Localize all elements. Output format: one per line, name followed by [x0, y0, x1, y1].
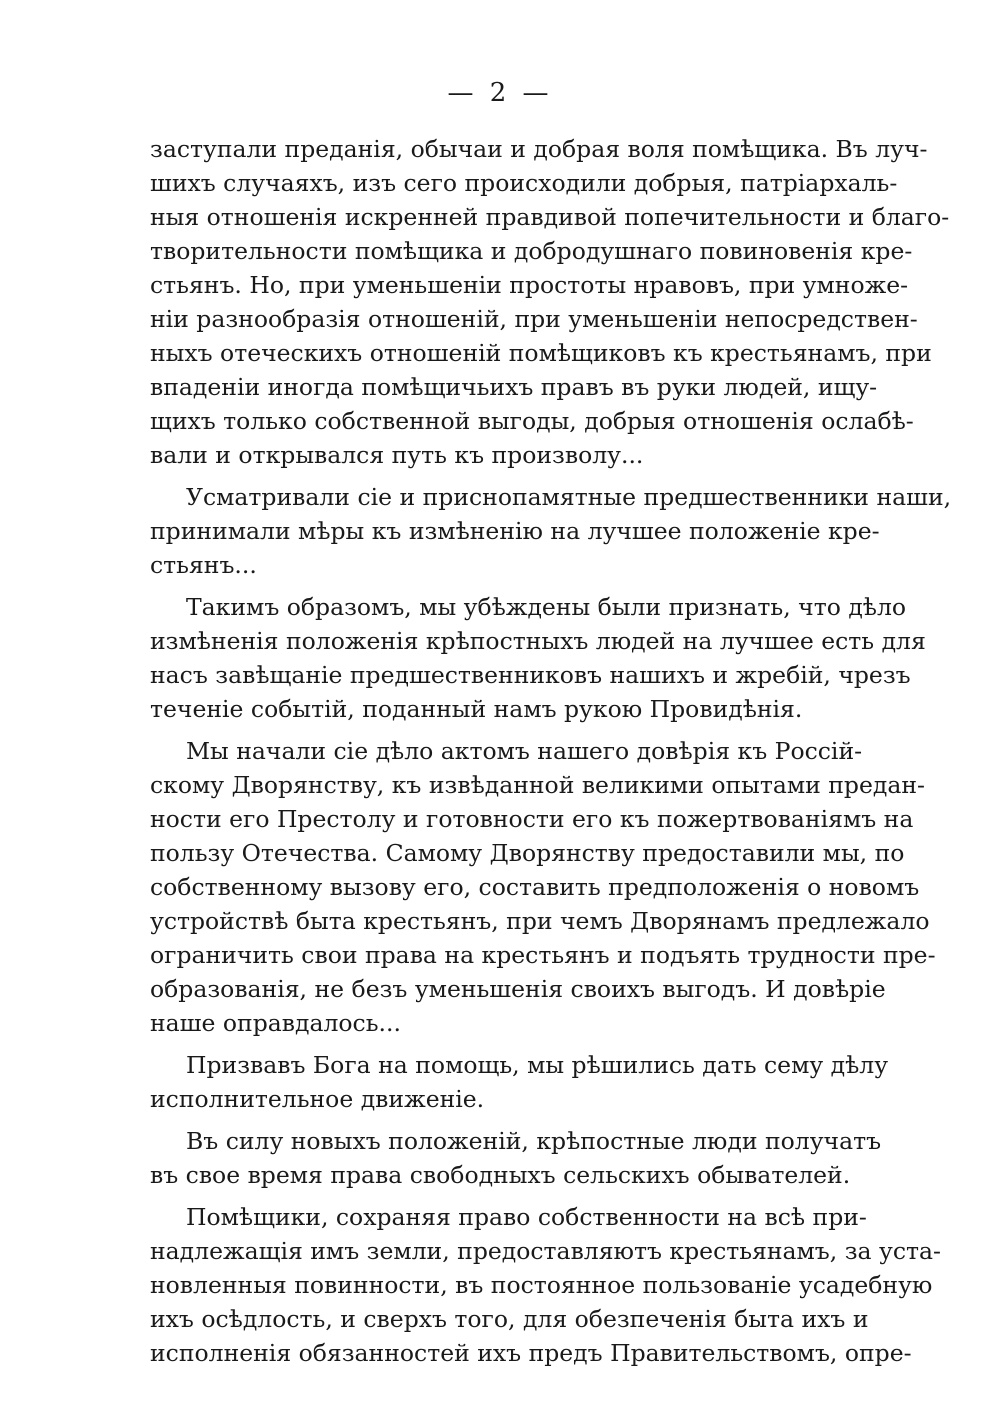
text-line: въ свое время права свободныхъ сельскихъ обывателей. — [150, 1161, 851, 1189]
text-line: надлежащія имъ земли, предоставляютъ крестьянамъ, за уста- — [150, 1237, 941, 1265]
text-line: впаденіи иногда помѣщичьихъ правъ въ руки людей, ищу- — [150, 373, 878, 401]
body-text — [150, 132, 952, 1378]
text-line: Такимъ образомъ, мы убѣждены были признать, что дѣло — [186, 593, 907, 621]
text-line: исполненія обязанностей ихъ предъ Правительствомъ, опре- — [150, 1339, 912, 1367]
page-number: — 2 — — [447, 78, 553, 108]
paragraph-2 — [150, 480, 952, 582]
text-line: Мы начали сіе дѣло актомъ нашего довѣрія къ Россій- — [186, 737, 863, 765]
text-line: пользу Отечества. Самому Дворянству предоставили мы, по — [150, 839, 905, 867]
paragraph-5 — [150, 1048, 889, 1116]
text-line: стьянъ... — [150, 551, 257, 579]
text-line: Усматривали сіе и приснопамятные предшественники наши, — [186, 483, 952, 511]
text-line: исполнительное движеніе. — [150, 1085, 485, 1113]
text-line: Помѣщики, сохраняя право собственности на всѣ при- — [186, 1203, 867, 1231]
paragraph-1 — [150, 132, 950, 472]
text-line: шихъ случаяхъ, изъ сего происходили добрыя, патріархаль- — [150, 169, 898, 197]
text-line: собственному вызову его, составить предположенія о новомъ — [150, 873, 920, 901]
paragraph-7 — [150, 1200, 941, 1370]
text-line: ніи разнообразія отношеній, при уменьшеніи непосредствен- — [150, 305, 918, 333]
text-line: Въ силу новыхъ положеній, крѣпостные люди получатъ — [186, 1127, 882, 1155]
text-line: ныхъ отеческихъ отношеній помѣщиковъ къ крестьянамъ, при — [150, 339, 932, 367]
text-line: скому Дворянству, къ извѣданной великими опытами предан- — [150, 771, 925, 799]
text-line: заступали преданія, обычаи и добрая воля помѣщика. Въ луч- — [150, 135, 928, 163]
text-line: щихъ только собственной выгоды, добрыя отношенія ослабѣ- — [150, 407, 914, 435]
text-line: ности его Престолу и готовности его къ пожертвованіямъ на — [150, 805, 914, 833]
text-line: ихъ осѣдлость, и сверхъ того, для обезпеченія быта ихъ и — [150, 1305, 869, 1333]
text-line: Призвавъ Бога на помощь, мы рѣшились дать сему дѣлу — [186, 1051, 889, 1079]
text-line: насъ завѣщаніе предшественниковъ нашихъ и жребій, чрезъ — [150, 661, 911, 689]
text-line: вали и открывался путь къ произволу... — [150, 441, 644, 469]
text-line: стьянъ. Но, при уменьшеніи простоты нравовъ, при умноже- — [150, 271, 909, 299]
text-line: ныя отношенія искренней правдивой попечительности и благо- — [150, 203, 950, 231]
text-line: устройствѣ быта крестьянъ, при чемъ Дворянамъ предлежало — [150, 907, 930, 935]
text-line: измѣненія положенія крѣпостныхъ людей на лучшее есть для — [150, 627, 926, 655]
text-line: образованія, не безъ уменьшенія своихъ выгодъ. И довѣріе — [150, 975, 886, 1003]
text-line: новленныя повинности, въ постоянное пользованіе усадебную — [150, 1271, 933, 1299]
paragraph-4 — [150, 734, 936, 1040]
text-line: наше оправдалось... — [150, 1009, 401, 1037]
paragraph-3 — [150, 590, 926, 726]
text-line: принимали мѣры къ измѣненію на лучшее положеніе кре- — [150, 517, 880, 545]
paragraph-6 — [150, 1124, 882, 1192]
text-line: теченіе событій, поданный намъ рукою Провидѣнія. — [150, 695, 803, 723]
text-line: творительности помѣщика и добродушнаго повиновенія кре- — [150, 237, 913, 265]
text-line: ограничить свои права на крестьянъ и подъять трудности пре- — [150, 941, 936, 969]
